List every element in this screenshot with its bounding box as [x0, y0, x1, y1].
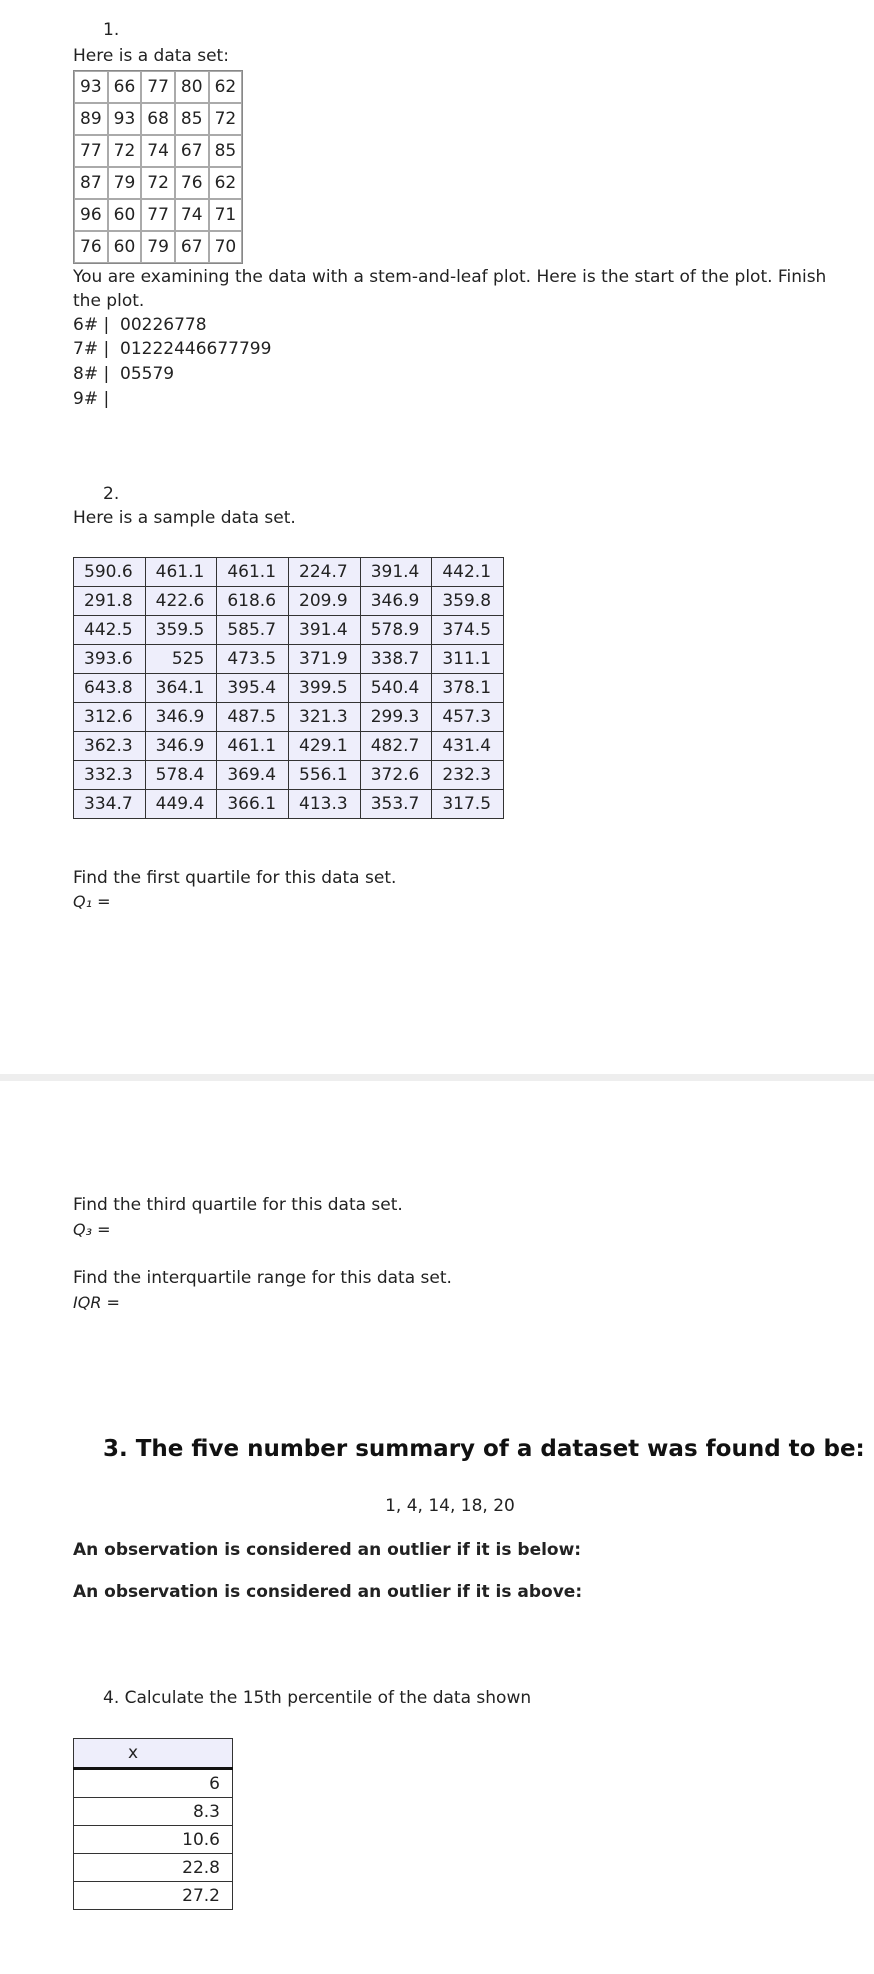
table-cell: 93	[74, 71, 108, 103]
table-cell: 346.9	[145, 732, 217, 761]
table-cell: 67	[175, 231, 209, 263]
table-cell: 74	[141, 135, 175, 167]
table-cell: 578.9	[360, 616, 432, 645]
table-cell: 473.5	[217, 645, 289, 674]
five-number-summary: 1, 4, 14, 18, 20	[385, 1496, 515, 1516]
table-cell: 393.6	[74, 645, 146, 674]
table-cell: 67	[175, 135, 209, 167]
table-cell: 66	[108, 71, 142, 103]
table-row	[74, 761, 504, 790]
table-cell: 60	[108, 231, 142, 263]
table-row	[74, 616, 504, 645]
table-cell: 457.3	[432, 703, 504, 732]
table-cell: 312.6	[74, 703, 146, 732]
table-cell: 374.5	[432, 616, 504, 645]
table-cell: 353.7	[360, 790, 432, 819]
table-cell: 232.3	[432, 761, 504, 790]
table-cell: 449.4	[145, 790, 217, 819]
table-cell: 8.3	[74, 1798, 233, 1826]
table-cell: 96	[74, 199, 108, 231]
third-quartile-prompt: Find the third quartile for this data set.	[73, 1195, 403, 1215]
table-cell: 85	[175, 103, 209, 135]
question-1-data-table	[73, 70, 243, 264]
table-cell: 71	[209, 199, 243, 231]
table-cell: 72	[209, 103, 243, 135]
table-cell: 209.9	[289, 587, 361, 616]
table-row	[74, 587, 504, 616]
question-3-heading: 3. The five number summary of a dataset was found to be:	[103, 1436, 865, 1462]
table-row	[74, 732, 504, 761]
table-row	[74, 167, 242, 199]
table-cell: 68	[141, 103, 175, 135]
table-cell: 391.4	[289, 616, 361, 645]
question-2-data-table	[73, 557, 504, 819]
question-1-number: 1.	[103, 20, 120, 40]
stem-row-6: 6# | 00226778	[73, 315, 207, 335]
table-cell: 429.1	[289, 732, 361, 761]
first-quartile-label: Q₁ =	[73, 892, 111, 911]
table-cell: 371.9	[289, 645, 361, 674]
table-cell: 77	[141, 71, 175, 103]
question-1-intro: Here is a data set:	[73, 46, 229, 66]
table-cell: 487.5	[217, 703, 289, 732]
table-cell: 77	[74, 135, 108, 167]
table-row	[74, 1798, 233, 1826]
question-4-prompt: 4. Calculate the 15th percentile of the data shown	[103, 1688, 532, 1708]
table-cell: 643.8	[74, 674, 146, 703]
table-cell: 364.1	[145, 674, 217, 703]
table-cell: 540.4	[360, 674, 432, 703]
table-cell: 72	[141, 167, 175, 199]
table-cell: 60	[108, 199, 142, 231]
table-cell: 442.5	[74, 616, 146, 645]
table-cell: 359.5	[145, 616, 217, 645]
table-row	[74, 703, 504, 732]
table-cell: 62	[209, 167, 243, 199]
table-cell: 346.9	[360, 587, 432, 616]
table-cell: 422.6	[145, 587, 217, 616]
table-cell: 395.4	[217, 674, 289, 703]
table-cell: 62	[209, 71, 243, 103]
iqr-label: IQR =	[73, 1293, 120, 1312]
table-cell: 77	[141, 199, 175, 231]
outlier-above-prompt: An observation is considered an outlier if it is above:	[73, 1582, 583, 1602]
table-cell: 87	[74, 167, 108, 199]
table-cell: 338.7	[360, 645, 432, 674]
table-cell: 76	[175, 167, 209, 199]
table-cell: 6	[74, 1769, 233, 1798]
table-cell: 359.8	[432, 587, 504, 616]
table-cell: 72	[108, 135, 142, 167]
table-cell: 585.7	[217, 616, 289, 645]
table-cell: 80	[175, 71, 209, 103]
table-cell: 399.5	[289, 674, 361, 703]
table-cell: 525	[145, 645, 217, 674]
table-cell: 334.7	[74, 790, 146, 819]
table-cell: 618.6	[217, 587, 289, 616]
question-1-instruction-line-1: You are examining the data with a stem-and-leaf plot. Here is the start of the plot. Finish	[73, 267, 827, 287]
table-cell: 317.5	[432, 790, 504, 819]
table-cell: 556.1	[289, 761, 361, 790]
table-cell: 578.4	[145, 761, 217, 790]
table-cell: 93	[108, 103, 142, 135]
table-row	[74, 790, 504, 819]
table-row	[74, 1882, 233, 1910]
table-cell: 291.8	[74, 587, 146, 616]
stem-row-9[interactable]: 9# |	[73, 389, 110, 409]
table-row	[74, 231, 242, 263]
question-4-data-table	[73, 1738, 233, 1910]
table-cell: 311.1	[432, 645, 504, 674]
table-cell: 461.1	[217, 558, 289, 587]
table-row	[74, 71, 242, 103]
table-cell: 74	[175, 199, 209, 231]
table-row	[74, 1826, 233, 1854]
table-cell: 27.2	[74, 1882, 233, 1910]
stem-row-7: 7# | 01222446677799	[73, 339, 272, 359]
table-cell: 442.1	[432, 558, 504, 587]
table-row	[74, 103, 242, 135]
table-cell: 461.1	[145, 558, 217, 587]
table-row	[74, 1769, 233, 1798]
page-divider	[0, 1074, 874, 1081]
table-cell: 224.7	[289, 558, 361, 587]
table-cell: 431.4	[432, 732, 504, 761]
table-row	[74, 674, 504, 703]
question-2-number: 2.	[103, 484, 120, 504]
table-cell: 366.1	[217, 790, 289, 819]
table-row	[74, 645, 504, 674]
table-cell: 391.4	[360, 558, 432, 587]
stem-row-8: 8# | 05579	[73, 364, 175, 384]
question-1-instruction-line-2: the plot.	[73, 291, 145, 311]
table-row	[74, 135, 242, 167]
table-cell: 22.8	[74, 1854, 233, 1882]
table-cell: 369.4	[217, 761, 289, 790]
table-cell: 482.7	[360, 732, 432, 761]
table-cell: 10.6	[74, 1826, 233, 1854]
third-quartile-label: Q₃ =	[73, 1220, 111, 1239]
table-cell: 461.1	[217, 732, 289, 761]
column-header-x: x	[74, 1739, 233, 1769]
table-cell: 332.3	[74, 761, 146, 790]
table-cell: 590.6	[74, 558, 146, 587]
table-cell: 372.6	[360, 761, 432, 790]
table-cell: 321.3	[289, 703, 361, 732]
table-cell: 79	[141, 231, 175, 263]
iqr-prompt: Find the interquartile range for this data set.	[73, 1268, 452, 1288]
table-cell: 89	[74, 103, 108, 135]
table-cell: 346.9	[145, 703, 217, 732]
table-cell: 79	[108, 167, 142, 199]
first-quartile-prompt: Find the first quartile for this data set.	[73, 868, 397, 888]
outlier-below-prompt: An observation is considered an outlier if it is below:	[73, 1540, 582, 1560]
table-row	[74, 199, 242, 231]
table-cell: 76	[74, 231, 108, 263]
table-cell: 299.3	[360, 703, 432, 732]
table-row	[74, 1854, 233, 1882]
table-cell: 378.1	[432, 674, 504, 703]
table-cell: 413.3	[289, 790, 361, 819]
table-cell: 85	[209, 135, 243, 167]
table-cell: 362.3	[74, 732, 146, 761]
table-row	[74, 558, 504, 587]
table-header-row	[74, 1739, 233, 1769]
question-2-intro: Here is a sample data set.	[73, 508, 296, 528]
table-cell: 70	[209, 231, 243, 263]
